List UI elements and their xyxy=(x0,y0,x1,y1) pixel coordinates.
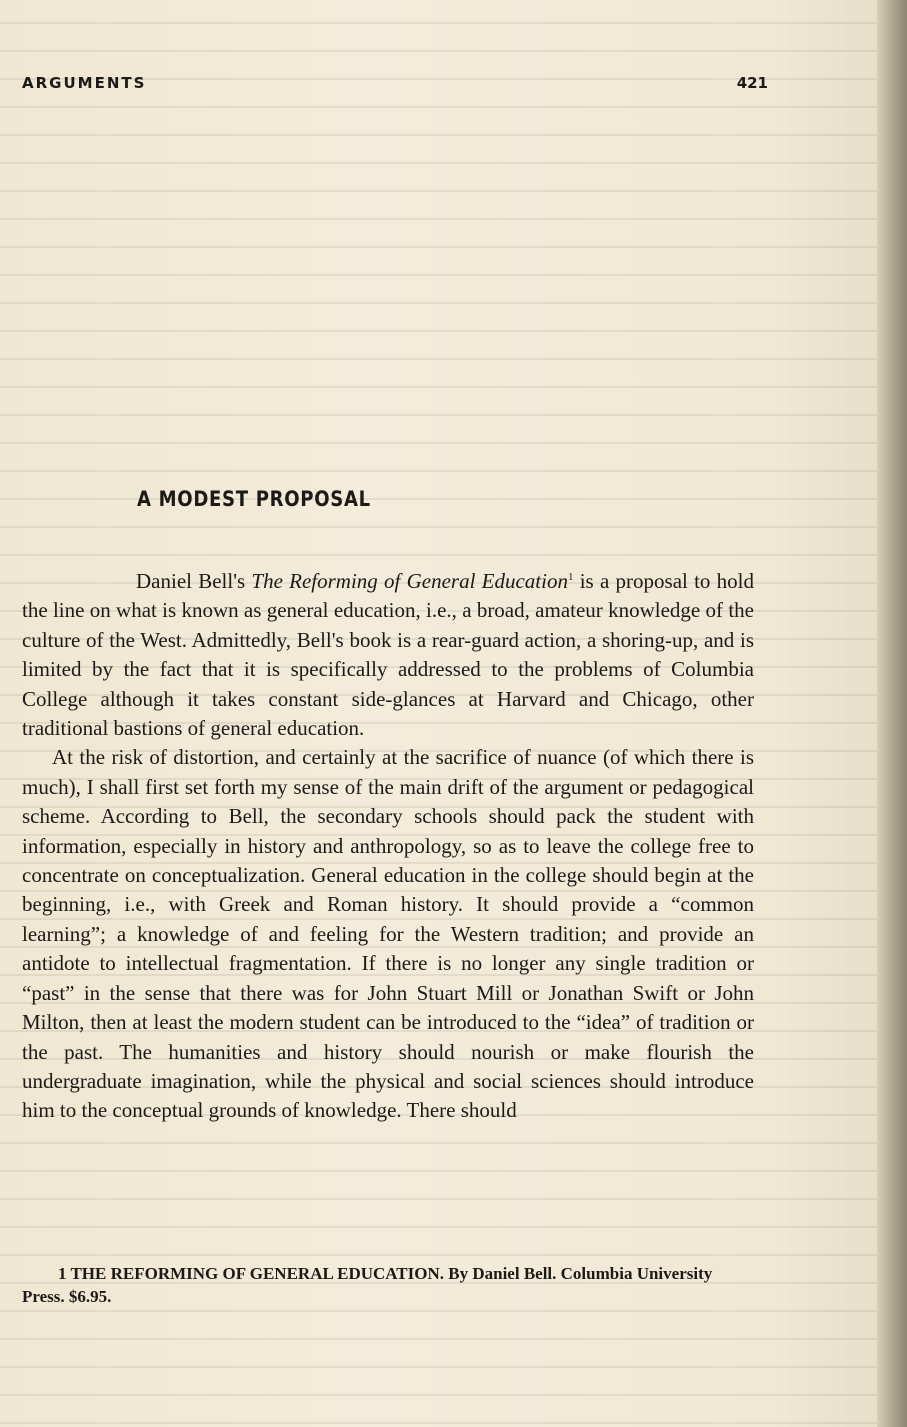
paragraph-1-lead: Daniel Bell's xyxy=(136,569,252,593)
running-head xyxy=(22,74,768,98)
paragraph-2: At the risk of distortion, and certainly at the sacrifice of nuance (of which there is much), I shall first set forth my sense of the main drift of the argument or pedagogical scheme. According to Bell, the secondary schools should pack the student with information, especially in history and anthropology, so as to leave the college free to concentrate on conceptualization. General education in the college should begin at the beginning, i.e., with Greek and Roman history. It should provide a “common learning”; a knowledge of and feeling for the Western tradition; and provide an antidote to intellectual fragmentation. If there is no longer any single tradition or “past” in the sense that there was for John Stuart Mill or Jonathan Swift or John Milton, then at least the modern student can be introduced to the “idea” of tradition or the past. The humanities and history should nourish or make flourish the undergraduate imagination, while the physical and social sciences should introduce him to the conceptual grounds of knowledge. There should xyxy=(22,745,754,1123)
paragraph-1-rest: is a proposal to hold the line on what is known as general education, i.e., a broad, amateur knowledge of the culture of the West. Admittedly, Bell's book is a rear-guard action, a shoring-up, and is limited by the fact that it is specifically addressed to the problems of Columbia College although it takes constant side-glances at Harvard and Chicago, other traditional bastions of general education. xyxy=(22,569,754,741)
footnote-number: 1 xyxy=(58,1264,67,1283)
paragraph-1 xyxy=(22,567,754,743)
footnote xyxy=(22,1262,754,1308)
page-gutter-shadow xyxy=(877,0,907,1427)
running-head-title: ARGUMENTS xyxy=(22,74,147,92)
footnote-text: THE REFORMING OF GENERAL EDUCATION. By Daniel Bell. Columbia University Press. $6.95. xyxy=(22,1264,713,1306)
page-number: 421 xyxy=(736,74,768,92)
section-title: A MODEST PROPOSAL xyxy=(137,487,371,511)
book-title: The Reforming of General Education xyxy=(251,569,568,593)
body-text xyxy=(22,567,754,1126)
footnote-reference[interactable]: 1 xyxy=(567,571,574,583)
